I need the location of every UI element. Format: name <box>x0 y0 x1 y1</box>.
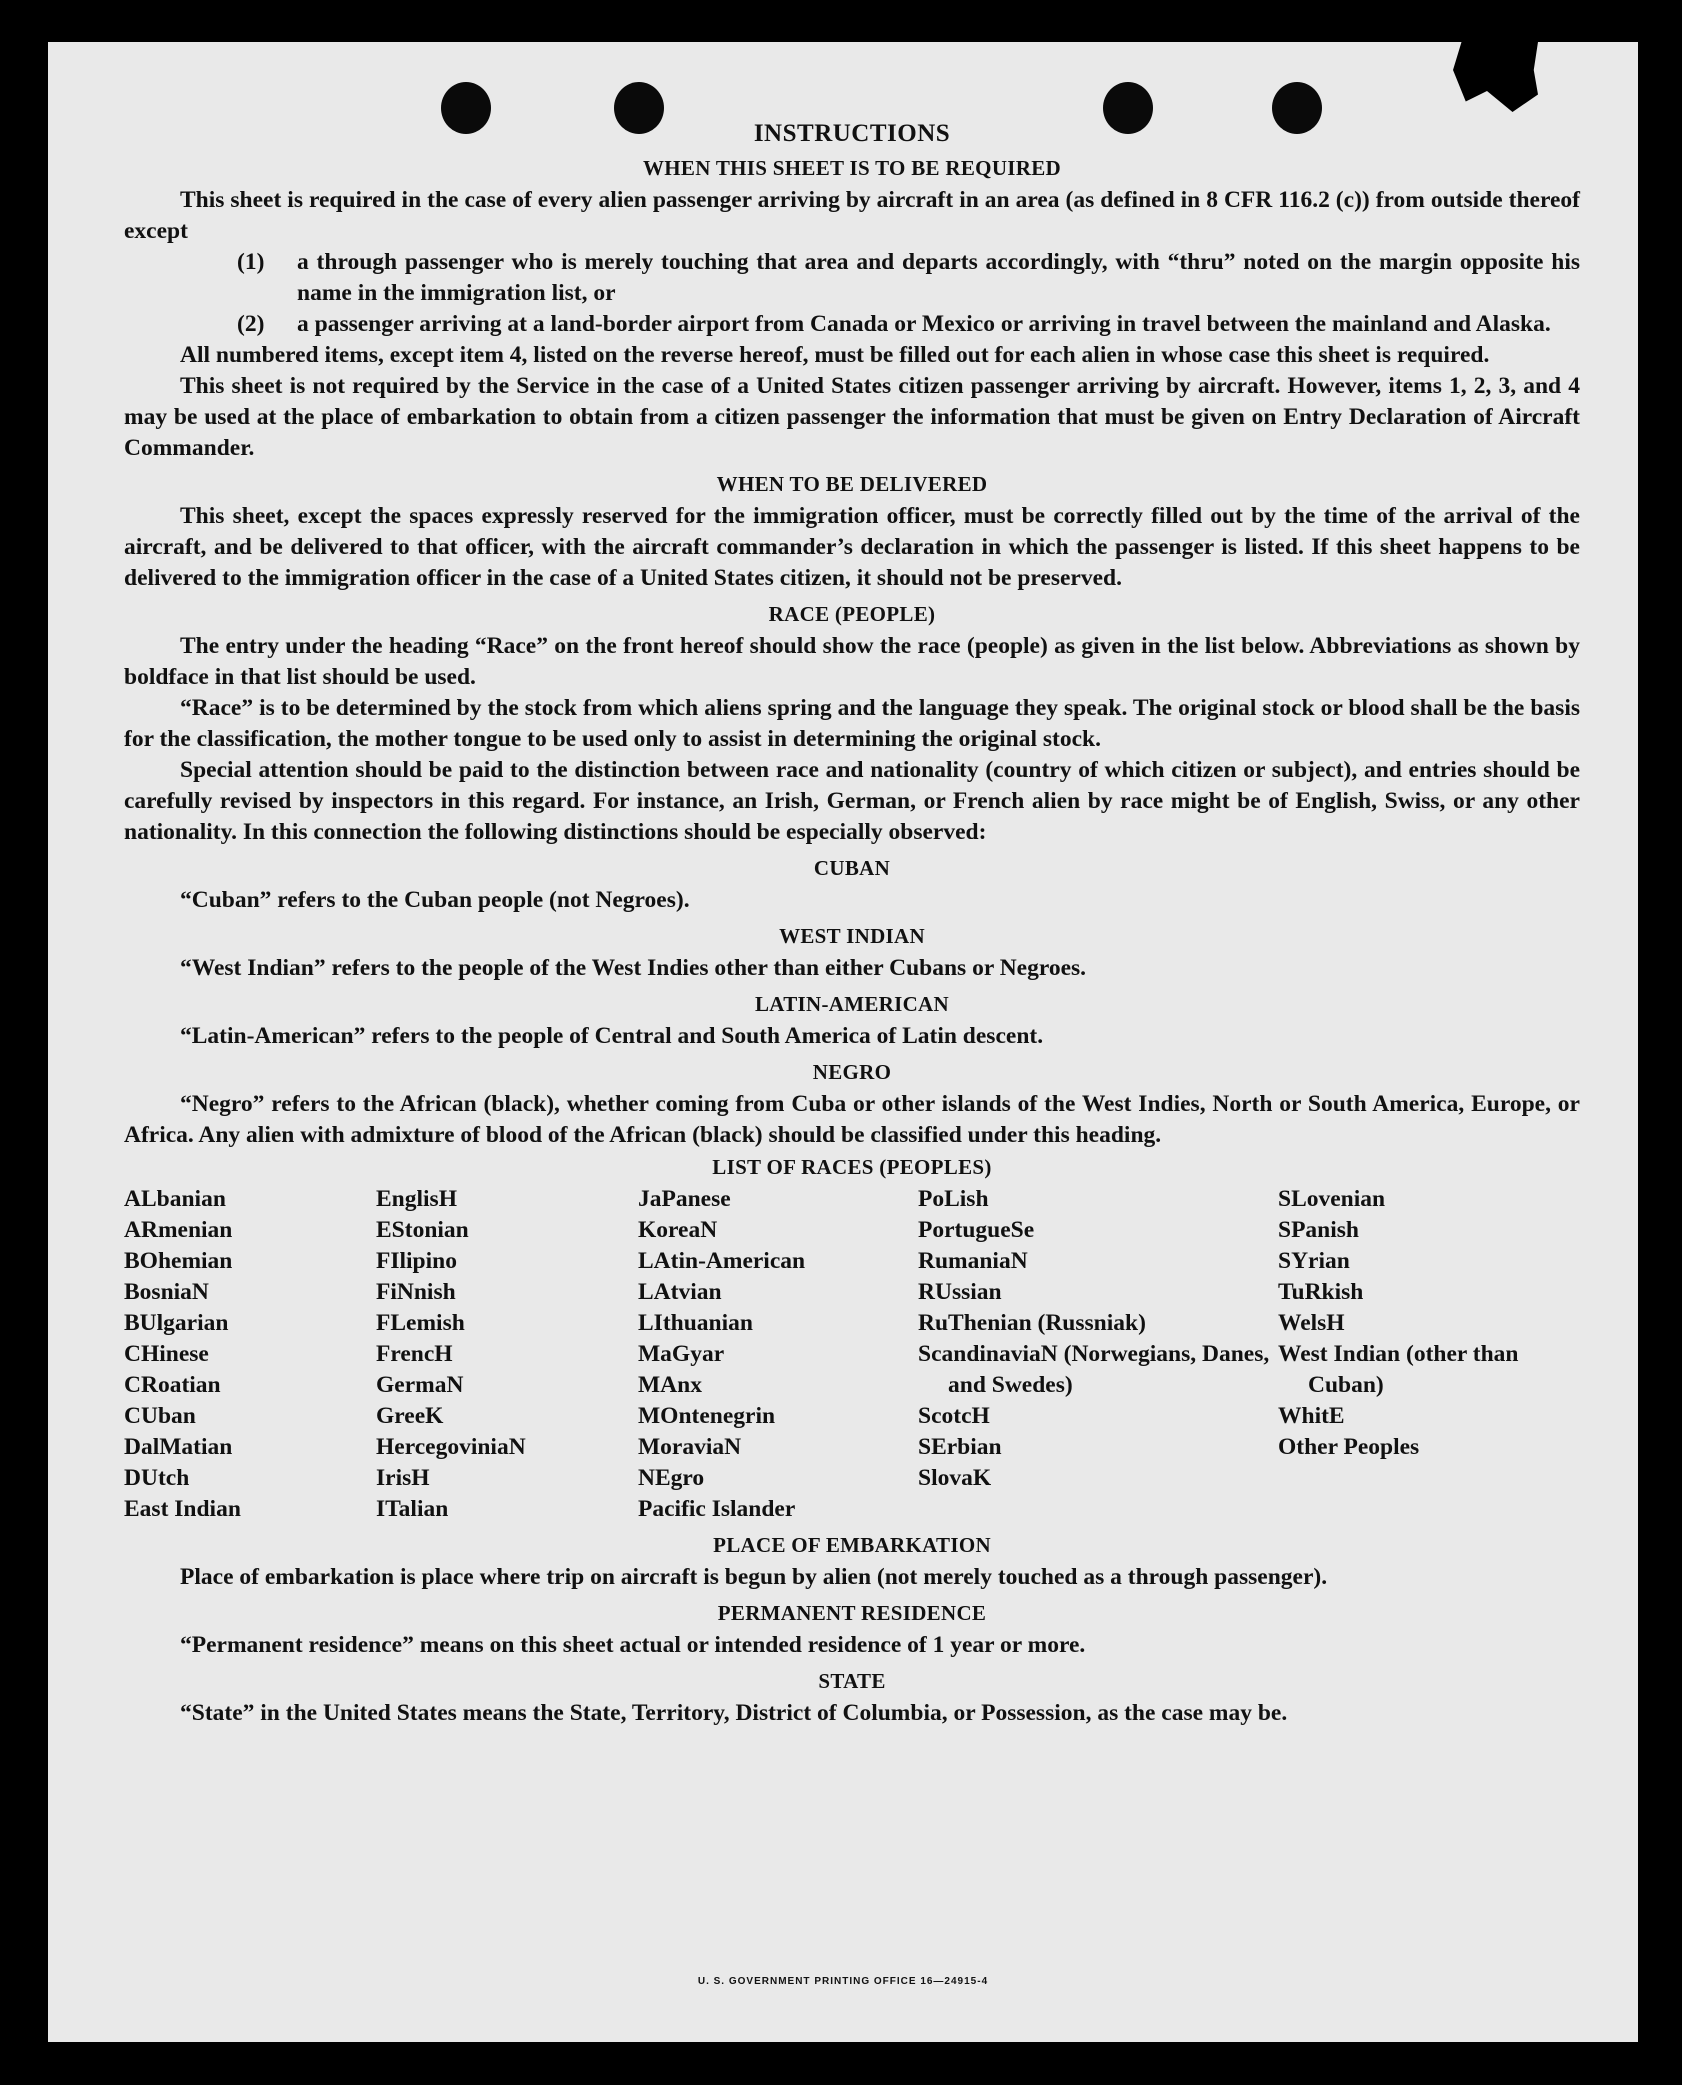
race-entry: DUtch <box>124 1465 190 1491</box>
list-item <box>124 309 1580 340</box>
race-entry: GermaN <box>376 1372 464 1398</box>
race-entry: SLovenian <box>1278 1186 1386 1212</box>
race-column <box>124 1184 376 1525</box>
paragraph: “State” in the United States means the State, Territory, District of Columbia, or Possession, as the case may be. <box>180 1700 1288 1726</box>
race-entry: RuThenian (Russniak) <box>918 1310 1146 1336</box>
race-entry: BOhemian <box>124 1248 233 1274</box>
race-entry: FrencH <box>376 1341 453 1367</box>
section-heading: PERMANENT RESIDENCE <box>717 1601 987 1625</box>
race-entry: MOntenegrin <box>638 1403 776 1429</box>
section-heading: NEGRO <box>812 1060 892 1084</box>
race-entry: HercegoviniaN <box>376 1434 526 1460</box>
race-entry: MaGyar <box>638 1341 725 1367</box>
race-entry: ScotcH <box>918 1403 990 1429</box>
paragraph: Place of embarkation is place where trip on aircraft is begun by alien (not merely touched as a through passenger). <box>180 1564 1328 1590</box>
document-page <box>48 42 1638 2042</box>
race-entry: EStonian <box>376 1217 469 1243</box>
paragraph: “Negro” refers to the African (black), whether coming from Cuba or other islands of the West Indies, North or South America, Europe, or Africa. Any alien with admixture of blood of the African (black) should be classified under this heading. <box>124 1091 1580 1148</box>
race-entry: West Indian (other than Cuban) <box>1278 1341 1519 1398</box>
race-column <box>638 1184 918 1525</box>
race-entry: SYrian <box>1278 1248 1350 1274</box>
race-entry: WhitE <box>1278 1403 1345 1429</box>
paragraph: “Latin-American” refers to the people of Central and South America of Latin descent. <box>180 1023 1044 1049</box>
paragraph: Special attention should be paid to the distinction between race and nationality (country of which citizen or subject), and entries should be carefully revised by inspectors in this regard. For instance, an Irish, German, or French alien by race might be of English, Swiss, or any other nationality. In this connection the following distinctions should be especially observed: <box>124 757 1580 845</box>
race-entry: RumaniaN <box>918 1248 1028 1274</box>
race-entry: SPanish <box>1278 1217 1359 1243</box>
item-text: a passenger arriving at a land-border airport from Canada or Mexico or arriving in travel between the mainland and Alaska. <box>297 311 1551 337</box>
instructions-body <box>124 120 1580 1729</box>
section-heading: WHEN THIS SHEET IS TO BE REQUIRED <box>642 156 1061 180</box>
race-entry: CUban <box>124 1403 196 1429</box>
race-entry: FLemish <box>376 1310 465 1336</box>
race-entry: FIlipino <box>376 1248 457 1274</box>
section-heading: LIST OF RACES (PEOPLES) <box>712 1155 992 1179</box>
race-entry: CRoatian <box>124 1372 221 1398</box>
race-entry: LAtvian <box>638 1279 722 1305</box>
torn-corner <box>1453 42 1538 112</box>
race-entry: BosniaN <box>124 1279 209 1305</box>
paragraph: The entry under the heading “Race” on the front hereof should show the race (people) as given in the list below. Abbreviations as shown by boldface in that list should be used. <box>124 633 1580 690</box>
section-heading: WHEN TO BE DELIVERED <box>716 472 988 496</box>
race-column <box>918 1184 1278 1525</box>
race-column <box>1278 1184 1580 1525</box>
paragraph: This sheet is not required by the Service in the case of a United States citizen passenger arriving by aircraft. However, items 1, 2, 3, and 4 may be used at the place of embarkation to obtain from a citizen passenger the information that must be given on Entry Declaration of Aircraft Commander. <box>124 373 1580 461</box>
paragraph: “Race” is to be determined by the stock from which aliens spring and the language they speak. The original stock or blood shall be the basis for the classification, the mother tongue to be used only to assist in determining the original stock. <box>124 695 1580 752</box>
race-entry: WelsH <box>1278 1310 1345 1336</box>
race-entry: JaPanese <box>638 1186 731 1212</box>
section-heading: RACE (PEOPLE) <box>768 602 936 626</box>
race-entry: TuRkish <box>1278 1279 1364 1305</box>
paragraph: “Cuban” refers to the Cuban people (not Negroes). <box>180 887 690 913</box>
race-entry: ARmenian <box>124 1217 233 1243</box>
race-entry: DalMatian <box>124 1434 233 1460</box>
race-entry: East Indian <box>124 1496 241 1522</box>
race-entry: NEgro <box>638 1465 705 1491</box>
paragraph: All numbered items, except item 4, listed on the reverse hereof, must be filled out for each alien in whose case this sheet is required. <box>180 342 1490 368</box>
race-entry: KoreaN <box>638 1217 718 1243</box>
race-entry: PortugueSe <box>918 1217 1035 1243</box>
printer-imprint: U. S. GOVERNMENT PRINTING OFFICE 16—24915-4 <box>697 1976 989 1987</box>
paragraph: This sheet is required in the case of every alien passenger arriving by aircraft in an area (as defined in 8 CFR 116.2 (c)) from outside thereof except <box>124 187 1580 244</box>
race-entry: Other Peoples <box>1278 1434 1420 1460</box>
race-entry: RUssian <box>918 1279 1002 1305</box>
section-heading: WEST INDIAN <box>779 924 925 948</box>
section-heading: LATIN-AMERICAN <box>755 992 949 1016</box>
race-entry: FiNnish <box>376 1279 456 1305</box>
race-entry: MAnx <box>638 1372 702 1398</box>
race-entry: BUlgarian <box>124 1310 229 1336</box>
race-entry: ScandinaviaN (Norwegians, Danes, and Swedes) <box>918 1341 1270 1398</box>
race-entry: Pacific Islander <box>638 1496 796 1522</box>
item-number: (1) <box>237 249 265 275</box>
race-column <box>376 1184 638 1525</box>
section-heading: STATE <box>818 1669 886 1693</box>
race-entry: SlovaK <box>918 1465 992 1491</box>
section-heading: CUBAN <box>813 856 891 880</box>
race-entry: ITalian <box>376 1496 449 1522</box>
page-title: INSTRUCTIONS <box>753 120 951 147</box>
paragraph: “Permanent residence” means on this sheet actual or intended residence of 1 year or more. <box>180 1632 1086 1658</box>
paragraph: This sheet, except the spaces expressly reserved for the immigration officer, must be correctly filled out by the time of the arrival of the aircraft, and be delivered to that officer, with the aircraft commander’s declaration in which the passenger is listed. If this sheet happens to be delivered to the immigration officer in the case of a United States citizen, it should not be preserved. <box>124 503 1580 591</box>
race-entry: MoraviaN <box>638 1434 742 1460</box>
race-entry: ALbanian <box>124 1186 226 1212</box>
race-entry: LIthuanian <box>638 1310 753 1336</box>
item-number: (2) <box>237 311 265 337</box>
section-heading: PLACE OF EMBARKATION <box>713 1533 991 1557</box>
race-entry: LAtin-American <box>638 1248 806 1274</box>
race-entry: CHinese <box>124 1341 209 1367</box>
race-entry: EnglisH <box>376 1186 457 1212</box>
race-entry: IrisH <box>376 1465 430 1491</box>
race-list <box>124 1184 1580 1525</box>
paragraph: “West Indian” refers to the people of the West Indies other than either Cubans or Negroes. <box>180 955 1087 981</box>
item-text: a through passenger who is merely touching that area and departs accordingly, with “thru” noted on the margin opposite his name in the immigration list, or <box>297 249 1580 306</box>
race-entry: PoLish <box>918 1186 989 1212</box>
race-entry: GreeK <box>376 1403 444 1429</box>
list-item <box>124 247 1580 309</box>
race-entry: SErbian <box>918 1434 1002 1460</box>
